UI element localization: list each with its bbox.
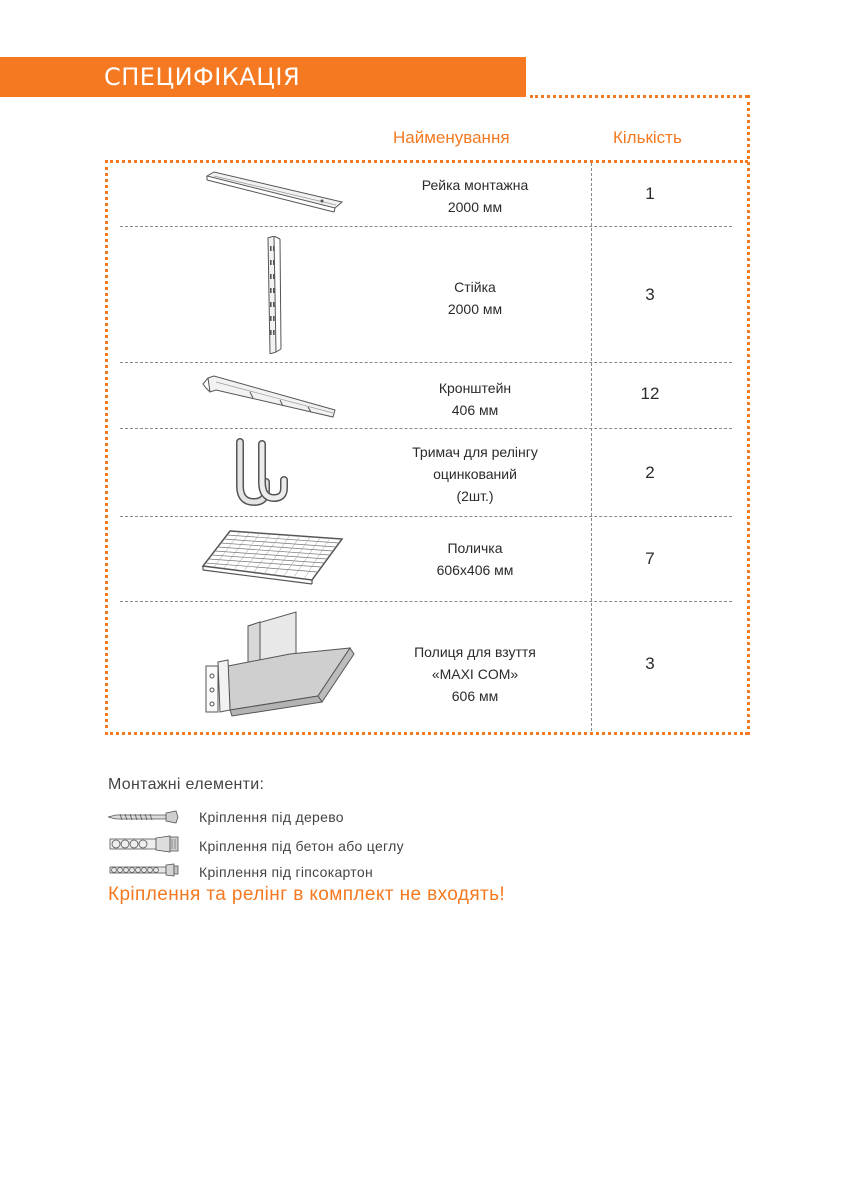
wood-screw-icon (108, 810, 180, 824)
column-divider (591, 163, 592, 731)
rail-holder-hook-icon (228, 434, 294, 510)
mounting-item-label: Кріплення під дерево (199, 809, 344, 825)
row-divider (120, 516, 732, 517)
row-divider (120, 226, 732, 227)
frame-left-dotted (105, 160, 108, 735)
item-name: Рейка монтажна 2000 мм (421, 177, 529, 215)
warning-note: Кріплення та релінг в комплект не входять! (108, 884, 506, 905)
item-name: Стійка 2000 мм (447, 279, 503, 317)
frame-bottom-dotted (105, 732, 748, 735)
concrete-anchor-icon (108, 835, 180, 853)
frame-right-dotted (747, 95, 750, 735)
item-name: Полиця для взуття «MAXI COM» 606 мм (414, 644, 536, 704)
mounting-item-label: Кріплення під бетон або цеглу (199, 838, 404, 854)
frame-top-dotted (530, 95, 748, 98)
page-title: СПЕЦИФІКАЦІЯ (104, 63, 301, 91)
item-qty: 1 (645, 184, 655, 203)
item-name: Тримач для релінгу оцинкований (2шт.) (412, 444, 538, 504)
row-divider (120, 428, 732, 429)
column-header-name: Найменування (393, 128, 510, 147)
item-qty: 7 (645, 549, 655, 568)
row-divider (120, 362, 732, 363)
mounting-item-label: Кріплення під гіпсокартон (199, 864, 373, 880)
item-name: Кронштейн 406 мм (438, 380, 512, 418)
item-qty: 3 (645, 654, 655, 673)
mounting-rail-icon (204, 170, 344, 220)
column-header-qty: Кількість (613, 128, 682, 147)
title-bar (0, 57, 526, 97)
wire-shelf-icon (200, 528, 345, 588)
mounting-title: Монтажні елементи: (108, 776, 265, 793)
drywall-anchor-icon (108, 863, 180, 877)
upright-icon (260, 236, 290, 354)
shoe-shelf-icon (200, 610, 360, 722)
row-divider (120, 601, 732, 602)
header-divider-dotted (105, 160, 748, 163)
item-name: Поличка 606х406 мм (436, 540, 514, 578)
item-qty: 3 (645, 285, 655, 304)
item-qty: 2 (645, 463, 655, 482)
bracket-icon (200, 372, 340, 422)
item-qty: 12 (640, 384, 660, 403)
